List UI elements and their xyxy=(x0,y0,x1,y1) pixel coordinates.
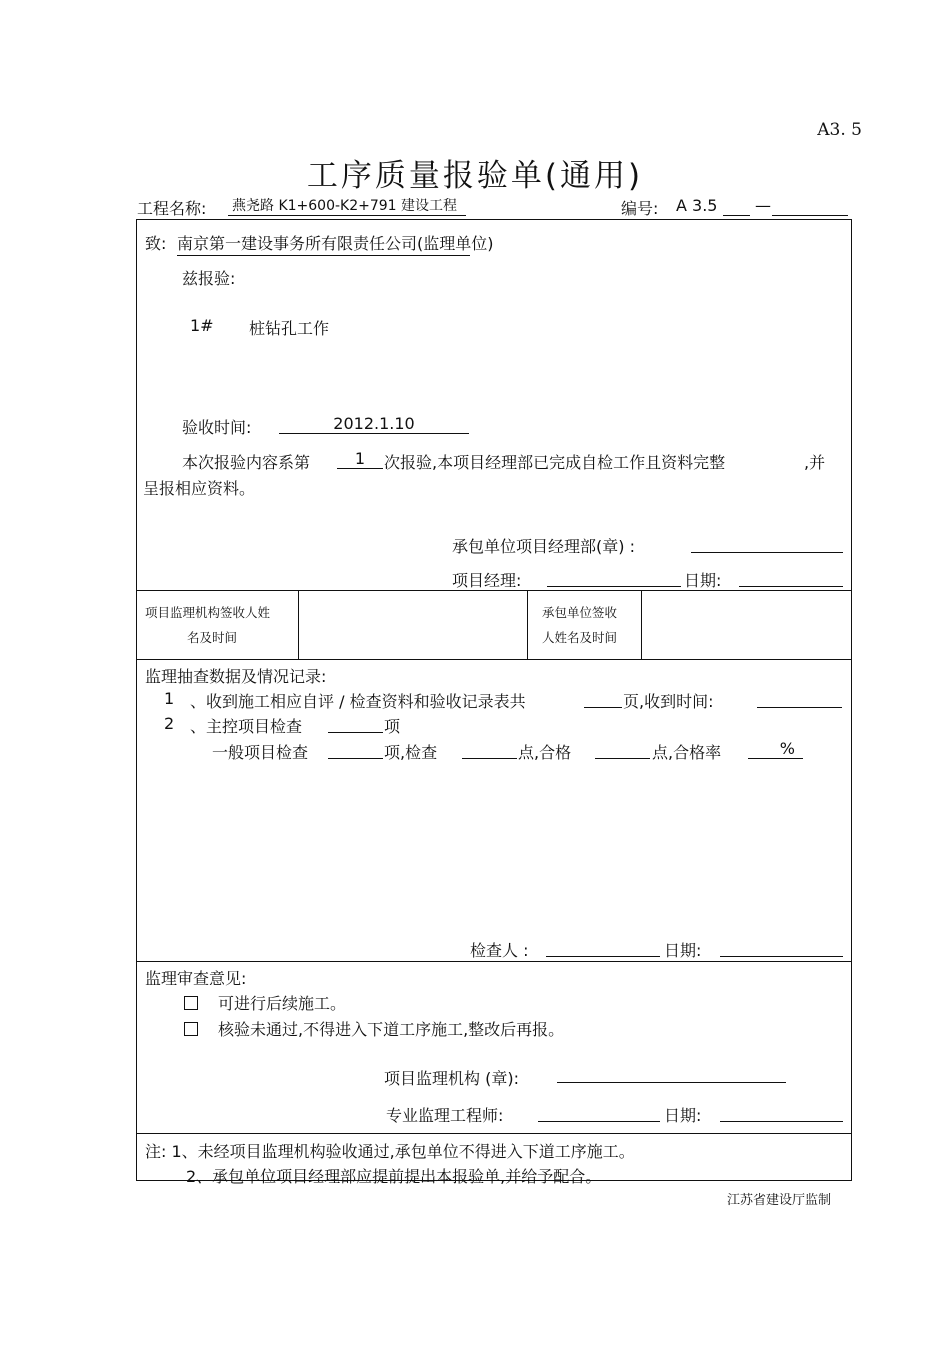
supervisor-org-blank xyxy=(557,1082,786,1083)
passed-points-blank xyxy=(595,758,650,759)
declaration-text-line2: 呈报相应资料。 xyxy=(143,479,256,498)
divider-sign-col-3 xyxy=(641,590,642,659)
divider-notes xyxy=(136,1133,852,1134)
supervisor-sign-label-2: 名及时间 xyxy=(187,630,238,645)
divider-review xyxy=(136,961,852,962)
number-prefix: A 3.5 xyxy=(676,196,718,215)
contractor-sign-label-1: 承包单位签收 xyxy=(542,605,618,620)
contractor-seal-blank xyxy=(691,552,843,553)
time-value: 2012.1.10 xyxy=(279,414,469,434)
form-code: A3. 5 xyxy=(817,120,862,140)
number-label: 编号: xyxy=(621,199,659,218)
inspection-line1-text-b: 页,收到时间: xyxy=(623,692,714,711)
number-blank-1 xyxy=(723,215,750,216)
received-time-blank xyxy=(757,707,842,708)
number-blank-2 xyxy=(772,215,848,216)
to-value: 南京第一建设事务所有限责任公司(监理单位) xyxy=(177,231,470,256)
checkbox-continue[interactable] xyxy=(184,996,198,1010)
page-title: 工序质量报验单(通用) xyxy=(306,158,644,194)
checker-date-label: 日期: xyxy=(664,941,702,960)
engineer-date-label: 日期: xyxy=(664,1106,702,1125)
footer-issuer: 江苏省建设厅监制 xyxy=(727,1193,832,1208)
contractor-seal-label: 承包单位项目经理部(章) : xyxy=(452,537,635,556)
manager-label: 项目经理: xyxy=(452,571,522,590)
manager-blank xyxy=(547,586,681,587)
review-option-reject-label: 核验未通过,不得进入下道工序施工,整改后再报。 xyxy=(218,1020,565,1039)
general-items-blank xyxy=(328,758,383,759)
project-name-value: 燕尧路 K1+600-K2+791 建设工程 xyxy=(228,195,466,216)
divider-sign-bottom xyxy=(136,659,852,660)
time-label: 验收时间: xyxy=(182,418,252,437)
checkbox-reject[interactable] xyxy=(184,1022,198,1036)
inspection-line3-text-b: 项,检查 xyxy=(384,743,438,762)
supervisor-sign-label-1: 项目监理机构签收人姓 xyxy=(145,605,271,620)
inspection-line2-text-a: 、主控项目检查 xyxy=(190,717,303,736)
review-option-continue[interactable] xyxy=(184,991,346,1014)
checker-blank xyxy=(546,956,660,957)
note-2: 2、承包单位项目经理部应提前提出本报验单,并给予配合。 xyxy=(186,1167,602,1186)
declaration-text-a: 本次报验内容系第 xyxy=(182,453,311,472)
review-heading: 监理审查意见: xyxy=(145,969,247,988)
project-name-label: 工程名称: xyxy=(137,199,207,218)
manager-date-blank xyxy=(739,586,843,587)
declaration-text-c: ,并 xyxy=(804,453,826,472)
inspection-line1-no: 1 xyxy=(164,689,175,708)
inspection-line3-text-d: 点,合格率 xyxy=(652,743,722,762)
report-item-name: 桩钻孔工作 xyxy=(249,319,330,338)
contractor-sign-label-2: 人姓名及时间 xyxy=(542,630,618,645)
review-option-reject[interactable] xyxy=(184,1017,564,1040)
note-1: 注: 1、未经项目监理机构验收通过,承包单位不得进入下道工序施工。 xyxy=(145,1142,635,1161)
manager-date-label: 日期: xyxy=(684,571,722,590)
engineer-date-blank xyxy=(720,1121,843,1122)
divider-sign-col-1 xyxy=(298,590,299,659)
to-label: 致: xyxy=(145,234,167,253)
checked-points-blank xyxy=(462,758,517,759)
number-separator: — xyxy=(755,196,771,215)
declaration-text-b: 次报验,本项目经理部已完成自检工作且资料完整 xyxy=(384,453,726,472)
inspection-line3-text-a: 一般项目检查 xyxy=(212,743,309,762)
supervisor-org-label: 项目监理机构 (章): xyxy=(384,1069,519,1088)
engineer-label: 专业监理工程师: xyxy=(386,1106,504,1125)
main-items-blank xyxy=(328,732,383,733)
inspection-line2-no: 2 xyxy=(164,714,175,733)
engineer-blank xyxy=(538,1121,660,1122)
inspection-line2-text-b: 项 xyxy=(384,717,401,736)
checker-date-blank xyxy=(720,956,843,957)
inspection-line3-text-c: 点,合格 xyxy=(518,743,572,762)
report-item-no: 1# xyxy=(190,316,214,335)
inspection-line1-text-a: 、收到施工相应自评 / 检查资料和验收记录表共 xyxy=(190,692,526,711)
report-label: 兹报验: xyxy=(182,269,236,288)
inspection-heading: 监理抽查数据及情况记录: xyxy=(145,667,327,686)
checker-label: 检查人 : xyxy=(470,941,529,960)
declaration-count: 1 xyxy=(337,449,383,469)
pass-rate-value: % xyxy=(748,739,803,759)
review-option-continue-label: 可进行后续施工。 xyxy=(218,994,347,1013)
pages-blank xyxy=(584,707,622,708)
divider-sign-col-2 xyxy=(527,590,528,659)
